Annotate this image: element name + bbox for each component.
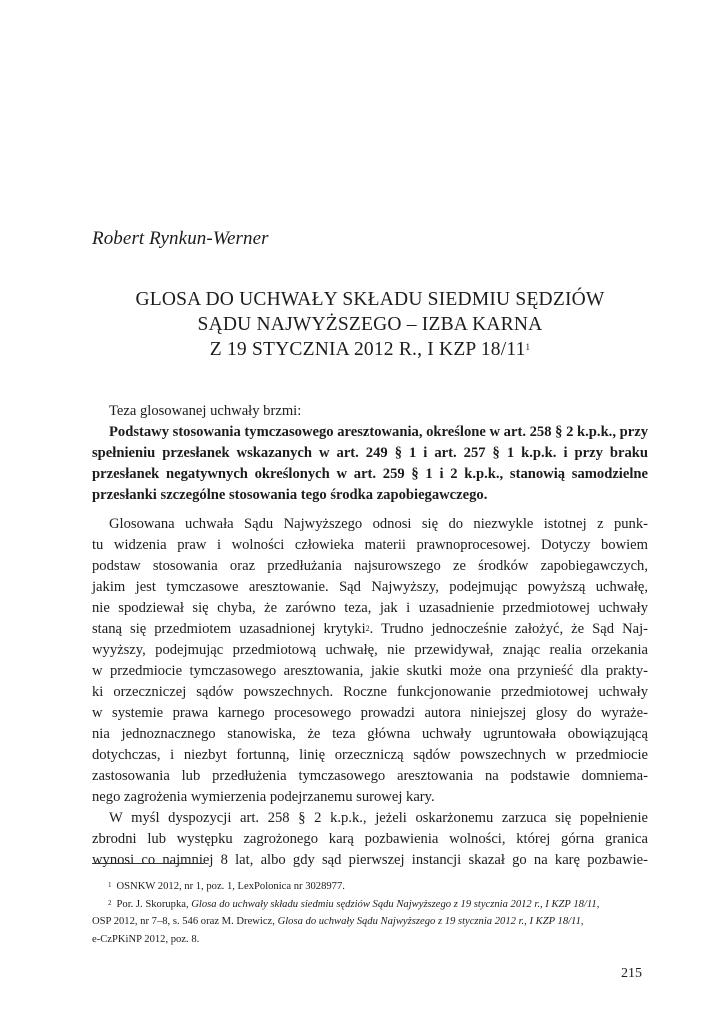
footnote-2-end: e-CzPKiNP 2012, poz. 8.	[92, 933, 200, 945]
line-text: wy	[92, 642, 110, 658]
paragraph-line: podstaw stosowania oraz przedłużania najsurowszego ze środków zapobiegawczych,	[92, 558, 648, 574]
footnote-text: OSNKW 2012, nr 1, poz. 1, LexPolonica nr 3028977.	[116, 881, 345, 892]
thesis-block	[92, 401, 648, 506]
paragraph-line: jakim jest tymczasowe aresztowanie. Sąd Najwyższy, podejmując powyższą uchwałę,	[92, 579, 648, 595]
title-line-2: SĄDU NAJWYŻSZEGO – IZBA KARNA	[197, 314, 543, 335]
body-text	[92, 514, 648, 871]
title-line-3	[92, 337, 648, 362]
footnotes	[92, 878, 648, 948]
footnote-text: OSP 2012, nr 7–8, s. 546 oraz M. Drewicz,	[92, 916, 278, 927]
footnote-cited-title: Glosa do uchwały Sądu Najwyższego z 19 stycznia 2012 r., I KZP 18/11	[277, 916, 581, 927]
thesis-text: Podstawy stosowania tymczasowego aresztowania, określone w art. 258 § 2 k.p.k., przy spełnieniu przesłanek wskazanych w art. 249 § 1 i art. 257 § 1 k.p.k. i przy braku przesłanek negatywnych określonych w art. 259 § 1 i 2 k.p.k., stanowią samodzielne przesłanki szczególne stosowania tego środka zapobiegawczego.	[92, 424, 648, 503]
line-text: staną się przedmiotem uzasadnionej krytyki	[92, 621, 366, 637]
footnote-2-cont	[92, 913, 648, 931]
title-line-3-text: Z 19 STYCZNIA 2012 R., I KZP 18/11	[209, 339, 526, 360]
paragraph-line: w systemie prawa karnego procesowego prowadzi autora niniejszej glosy do wyraże-	[92, 705, 648, 721]
paragraph-line: nia jednoznacznego stanowiska, że teza główna uchwały ugruntowała obowiązującą	[92, 726, 648, 742]
footnote-cited-title: Glosa do uchwały składu siedmiu sędziów Sądu Najwyższego z 19 stycznia 2012 r., I KZP 18/11	[191, 898, 597, 910]
footnote-number: 1	[108, 881, 112, 889]
line-text: yższy, podejmując przedmiotową uchwałę, nie przewidywał, znając realia orzekania	[109, 642, 648, 658]
article-title	[92, 287, 648, 362]
footnote-number: 2	[108, 898, 112, 907]
paragraph-line	[92, 619, 648, 640]
footnote-text: ,	[580, 916, 584, 927]
paragraph-line: tu widzenia praw i wolności człowieka materii prawnoprocesowej. Dotyczy bowiem	[92, 537, 648, 553]
paragraph-line: zastosowania lub przedłużenia tymczasowego aresztowania na podstawie domniema-	[92, 768, 648, 784]
line-text: . Trudno jednocześnie założyć, że Sąd Naj-	[369, 621, 649, 637]
footnote-2	[92, 896, 648, 914]
paragraph-line: w przedmiocie tymczasowego aresztowania, jakie skutki może ona przynieść dla prakty-	[92, 663, 648, 679]
paragraph-line: Glosowana uchwała Sądu Najwyższego odnosi się do niezwykle istotnej z punk-	[109, 516, 648, 532]
paragraph-line: wynosi co najmniej 8 lat, albo gdy sąd pierwszej instancji skazał go na karę pozbawie-	[92, 852, 648, 868]
paragraph-1	[92, 514, 648, 808]
footnote-ref-1[interactable]: 1	[525, 342, 531, 352]
paragraph-line: nego zagrożenia wymierzenia podejrzanemu surowej kary.	[92, 789, 435, 805]
paragraph-2	[92, 808, 648, 871]
thesis-intro: Teza glosowanej uchwały brzmi:	[109, 403, 302, 419]
paragraph-line: ki orzeczniczej sądów powszechnych. Roczne funkcjonowanie przedmiotowej uchwały	[92, 684, 648, 700]
footnote-text: ,	[596, 898, 600, 910]
page-number: 215	[621, 966, 642, 981]
paragraph-line: W myśl dyspozycji art. 258 § 2 k.p.k., jeżeli oskarżonemu zarzuca się popełnienie	[109, 810, 648, 826]
author-name: Robert Rynkun-Werner	[92, 228, 269, 249]
footnote-divider	[92, 863, 204, 864]
title-line-1: GLOSA DO UCHWAŁY SKŁADU SIEDMIU SĘDZIÓW	[135, 289, 605, 310]
footnote-text: Por. J. Skorupka,	[116, 898, 192, 910]
paragraph-line: dotychczas, i niezbyt fortunną, linię orzeczniczą sądów powszechnych w przedmiocie	[92, 747, 648, 763]
footnote-ref-2[interactable]: 2	[365, 624, 370, 633]
footnote-1	[92, 878, 648, 896]
paragraph-line	[92, 640, 648, 661]
paragraph-line: nie spodziewał się chyba, że zarówno teza, jak i uzasadnienie przedmiotowej uchwały	[92, 600, 648, 616]
paragraph-line: zbrodni lub występku zagrożonego karą pozbawienia wolności, której górna granica	[92, 831, 648, 847]
